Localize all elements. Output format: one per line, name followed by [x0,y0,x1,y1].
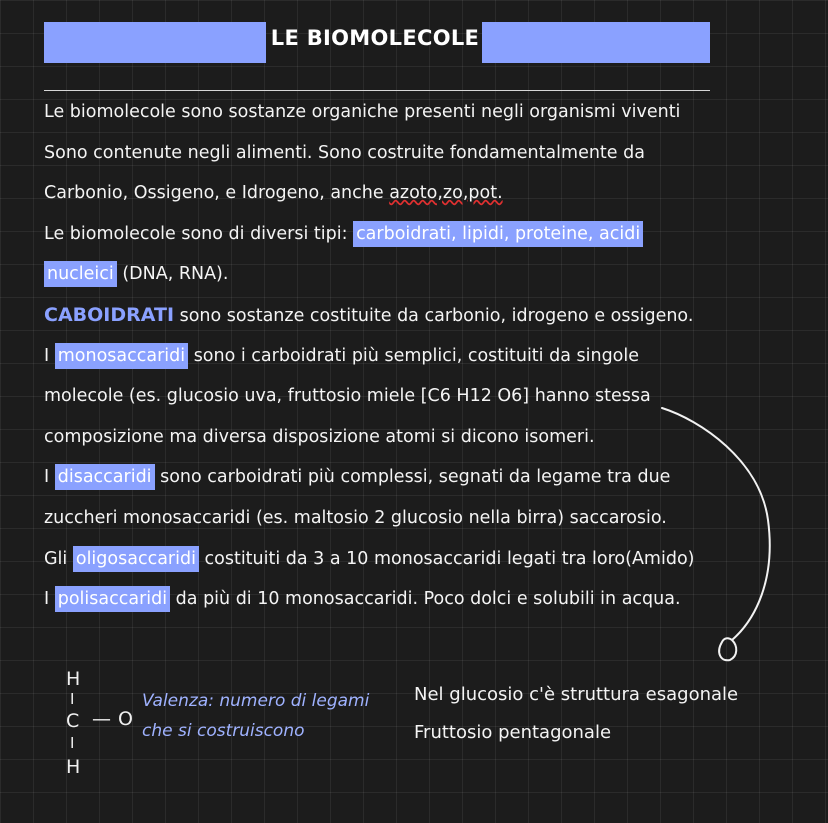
text-line-4-a: Le biomolecole sono di diversi tipi: [44,223,354,244]
text-line-13-a: I [44,589,55,610]
text-line-7-b: sono i carboidrati più semplici, costituiti da singole [188,345,640,366]
text-line-12-b: costituiti da 3 a 10 monosaccaridi legati tra loro(Amido) [198,548,695,569]
text-line-9: composizione ma diversa disposizione atomi si dicono isomeri. [44,426,595,447]
formula-oxygen: O [118,708,133,730]
text-line-10-b: sono carboidrati più complessi, segnati da legame tra due [154,467,671,488]
formula-bond-top: I [70,690,75,708]
formula-bond-side: — [92,708,111,730]
valence-line-1: Valenza: numero di legami [142,691,370,711]
text-line-1: Le biomolecole sono sostanze organiche presenti negli organismi viventi [44,102,681,122]
valence-line-2: che si costruiscono [142,721,305,741]
text-line-3-a: Carbonio, Ossigeno, e Idrogeno, anche [44,183,390,204]
structure-line-2: Fruttosio pentagonale [414,722,612,743]
highlight-polisaccaridi: polisaccaridi [55,586,170,612]
text-line-8: molecole (es. glucosio uva, fruttosio miele [C6 H12 O6] hanno stessa [44,386,651,407]
heading-carboidrati: CABOIDRATI [44,303,175,326]
text-line-2: Sono contenute negli alimenti. Sono costruite fondamentalmente da [44,142,645,163]
structure-line-1: Nel glucosio c'è struttura esagonale [414,684,739,705]
valence-note [142,686,402,746]
highlight-monosaccaridi: monosaccaridi [55,343,188,369]
text-line-5-b: (DNA, RNA). [116,264,229,285]
formula-carbon: C [66,710,80,732]
formula-bond-bottom: I [70,734,75,752]
formula-h-top: H [66,668,81,690]
text-line-11: zuccheri monosaccaridi (es. maltosio 2 glucosio nella birra) saccarosio. [44,507,667,528]
methane-like-formula [62,668,142,788]
text-line-13-b: da più di 10 monosaccaridi. Poco dolci e solubili in acqua. [170,589,681,610]
highlight-nucleici: nucleici [44,261,117,287]
page-title: LE BIOMOLECOLE [270,26,480,50]
text-line-10-a: I [44,467,55,488]
text-line-6-b: sono sostanze costituite da carbonio, idrogeno e ossigeno. [174,305,694,326]
highlight-oligosaccaridi: oligosaccaridi [73,546,199,572]
formula-h-bottom: H [66,756,81,778]
structure-note [414,676,814,752]
highlight-disaccaridi: disaccaridi [55,464,155,490]
text-line-12-a: Gli [44,548,73,569]
text-line-7-a: I [44,345,55,366]
highlight-types: carboidrati, lipidi, proteine, acidi [353,221,643,247]
underlined-elements: azoto,zo,pot. [389,183,503,204]
